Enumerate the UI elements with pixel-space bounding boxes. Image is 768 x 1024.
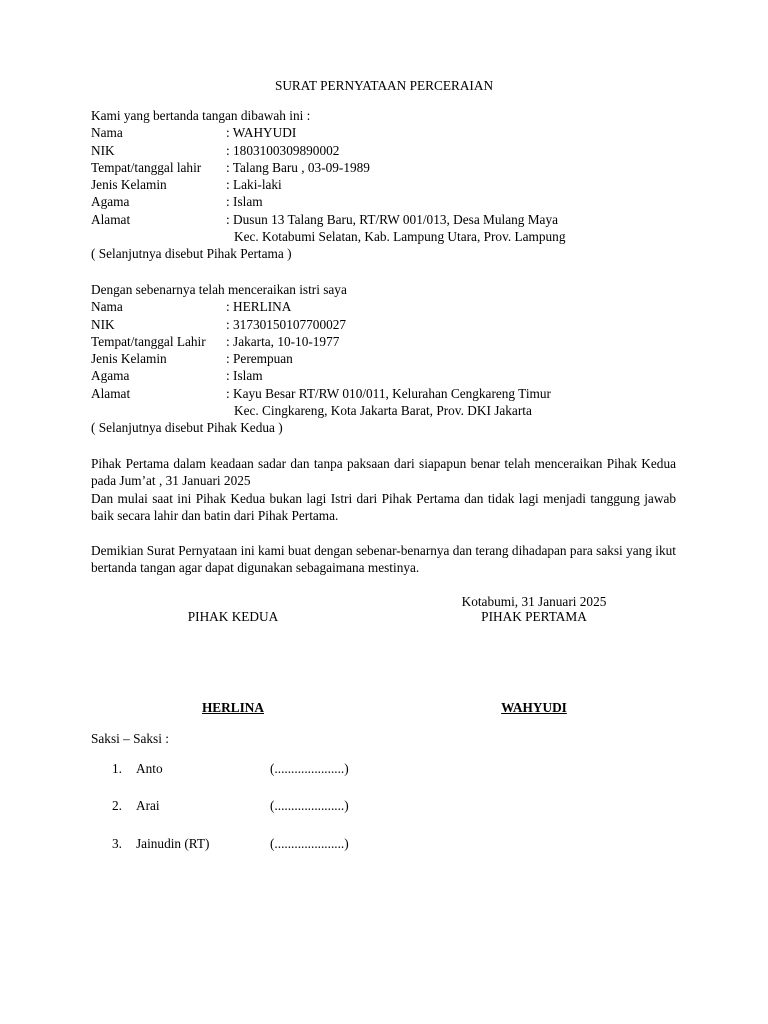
party1-religion-row: [91, 193, 681, 210]
party1-nik-row: [91, 142, 681, 159]
left-signature-role: PIHAK KEDUA: [187, 609, 279, 624]
right-signature-role: PIHAK PERTAMA: [481, 609, 587, 624]
field-label: Nama: [91, 125, 123, 141]
field-label: Tempat/tanggal lahir: [91, 159, 202, 175]
witness-item: [112, 797, 349, 815]
field-value: : Talang Baru , 03-09-1989: [226, 159, 370, 175]
field-value: : 31730150107700027: [226, 316, 347, 332]
field-label: NIK: [91, 142, 115, 158]
party2-name-row: [91, 298, 681, 315]
field-value: : 1803100309890002: [226, 142, 340, 158]
witness-signature-line: (.....................): [270, 761, 349, 776]
right-signature-name: WAHYUDI: [501, 700, 567, 715]
left-signature-name: HERLINA: [201, 700, 265, 715]
party1-address-continuation: Kec. Kotabumi Selatan, Kab. Lampung Utara, Prov. Lampung: [234, 229, 566, 245]
witness-name: Jainudin (RT): [136, 836, 210, 851]
intro-text: Kami yang bertanda tangan dibawah ini :: [91, 108, 311, 123]
party1-birth-row: [91, 159, 681, 176]
field-label: Jenis Kelamin: [91, 177, 167, 193]
field-value: : Islam: [226, 194, 263, 210]
field-value: : Jakarta, 10-10-1977: [226, 333, 340, 349]
document-title: SURAT PERNYATAAN PERCERAIAN: [274, 78, 494, 93]
witness-signature-line: (.....................): [270, 798, 349, 813]
party2-designation: ( Selanjutnya disebut Pihak Kedua ): [91, 420, 283, 436]
party1-gender-row: [91, 176, 681, 193]
witness-signature-line: (.....................): [270, 836, 349, 851]
witnesses-heading: Saksi – Saksi :: [91, 731, 169, 746]
field-label: Jenis Kelamin: [91, 351, 167, 367]
party1-section: [91, 107, 681, 263]
field-value: : Islam: [226, 368, 263, 384]
field-value: : Dusun 13 Talang Baru, RT/RW 001/013, Desa Mulang Maya: [226, 211, 559, 227]
party2-gender-row: [91, 350, 681, 367]
statement-paragraph-1: [91, 455, 676, 490]
statement-text-2: Dan mulai saat ini Pihak Kedua bukan lagi Istri dari Pihak Pertama dan tidak lagi menjadi tanggung jawab baik secara lahir dan batin dari Pihak Pertama.: [91, 491, 676, 524]
witness-item: [112, 760, 349, 778]
statement-paragraph-2: [91, 490, 676, 525]
field-label: Agama: [91, 368, 130, 384]
party1-address-row: [91, 211, 681, 228]
witness-number: 3.: [112, 836, 122, 851]
witness-name: Anto: [136, 761, 163, 776]
place-date: Kotabumi, 31 Januari 2025: [461, 594, 607, 609]
intro2-text: Dengan sebenarnya telah menceraikan istri saya: [91, 282, 347, 297]
field-value: : WAHYUDI: [226, 125, 297, 141]
witness-number: 2.: [112, 798, 122, 813]
witness-name: Arai: [136, 798, 160, 813]
party2-section: [91, 281, 681, 437]
party1-designation: ( Selanjutnya disebut Pihak Pertama ): [91, 246, 292, 262]
witness-item: [112, 835, 349, 853]
field-label: Agama: [91, 194, 130, 210]
field-value: : Kayu Besar RT/RW 010/011, Kelurahan Cengkareng Timur: [226, 385, 551, 401]
party1-name-row: [91, 124, 681, 141]
field-label: Nama: [91, 299, 123, 315]
closing-text: Demikian Surat Pernyataan ini kami buat dengan sebenar-benarnya dan terang dihadapan para saksi yang ikut bertanda tangan agar dapat digunakan sebagaimana mestinya.: [91, 543, 676, 576]
field-value: : HERLINA: [226, 299, 292, 315]
field-value: : Laki-laki: [226, 177, 282, 193]
witness-number: 1.: [112, 761, 122, 776]
statement-text-1: Pihak Pertama dalam keadaan sadar dan tanpa paksaan dari siapapun benar telah menceraikan Pihak Kedua pada Jum’at , 31 Januari 2025: [91, 456, 676, 489]
field-label: Alamat: [91, 211, 131, 227]
party2-religion-row: [91, 367, 681, 384]
field-label: Alamat: [91, 385, 131, 401]
party2-birth-row: [91, 333, 681, 350]
field-value: : Perempuan: [226, 351, 293, 367]
field-label: Tempat/tanggal Lahir: [91, 333, 206, 349]
party2-address-continuation: Kec. Cingkareng, Kota Jakarta Barat, Prov. DKI Jakarta: [234, 403, 532, 419]
party2-nik-row: [91, 316, 681, 333]
party2-address-row: [91, 385, 681, 402]
field-label: NIK: [91, 316, 115, 332]
closing-paragraph: [91, 542, 676, 577]
